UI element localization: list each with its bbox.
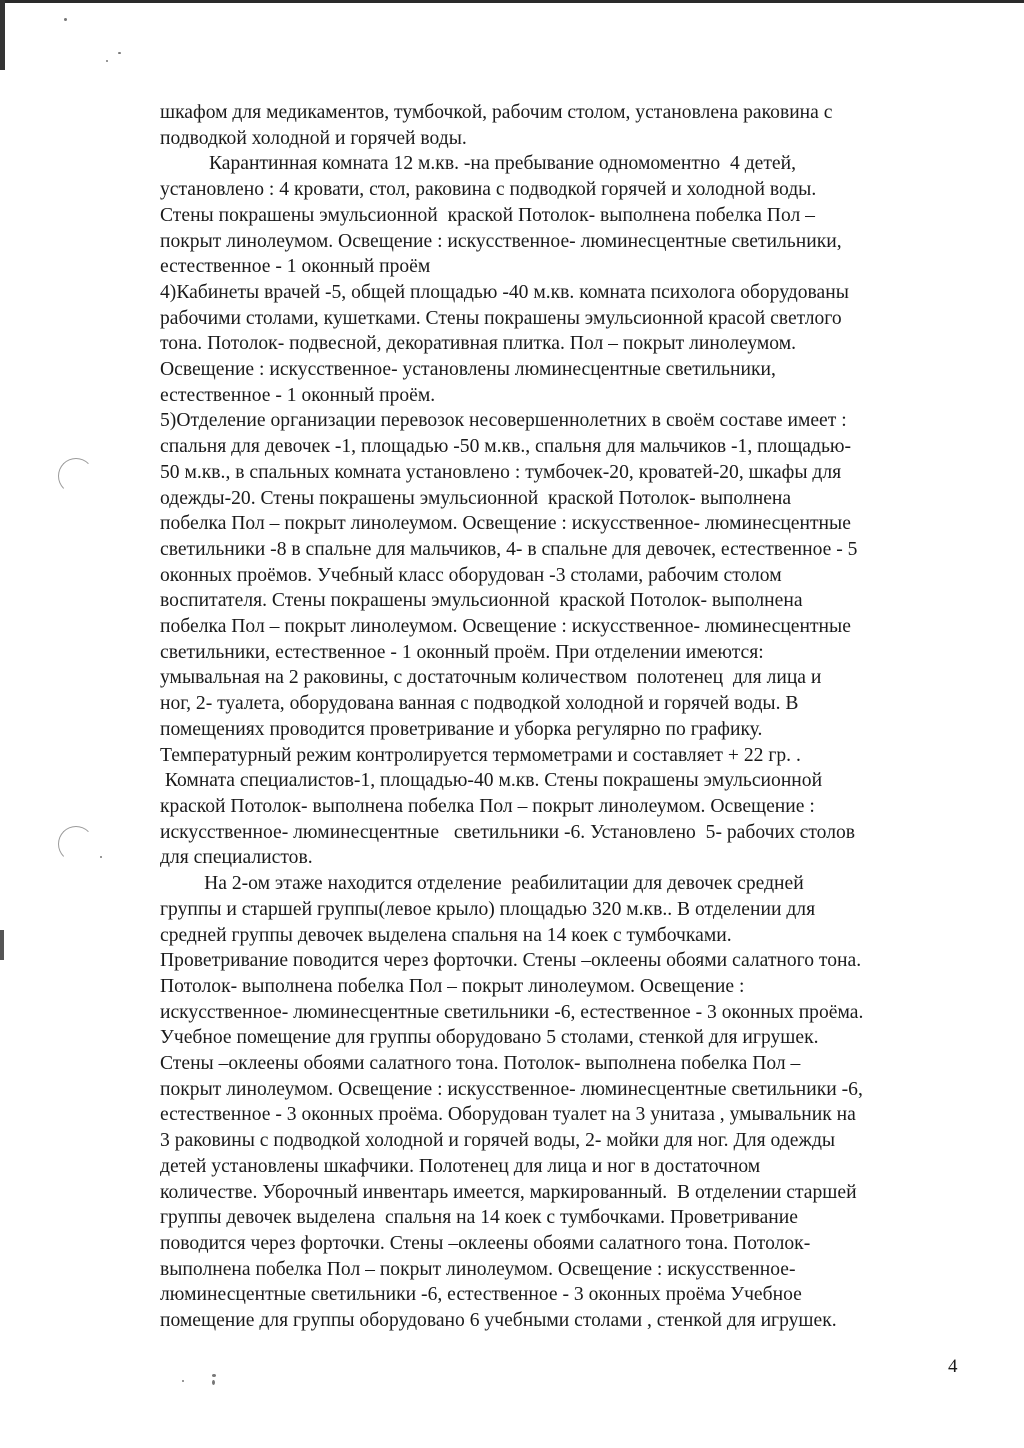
text-line: подводкой холодной и горячей воды. bbox=[160, 127, 467, 149]
scan-border-top bbox=[0, 0, 1024, 3]
text-line: группы девочек выделена спальня на 14 коек с тумбочками. Проветривание bbox=[160, 1207, 798, 1229]
scan-border-left bbox=[0, 0, 5, 70]
text-line: помещение для группы оборудовано 6 учебными столами , стенкой для игрушек. bbox=[160, 1310, 837, 1332]
text-line: краской Потолок- выполнена побелка Пол – покрыт линолеумом. Освещение : bbox=[160, 795, 815, 817]
scan-speck bbox=[212, 1380, 215, 1385]
scan-speck bbox=[64, 18, 67, 21]
text-line: Учебное помещение для группы оборудовано 5 столами, стенкой для игрушек. bbox=[160, 1027, 819, 1049]
document-body bbox=[160, 100, 980, 1334]
text-line: оконных проёмов. Учебный класс оборудован -3 столами, рабочим столом bbox=[160, 564, 782, 586]
text-line: 5)Отделение организации перевозок несовершеннолетних в своём составе имеет : bbox=[160, 410, 847, 432]
text-line: количестве. Уборочный инвентарь имеется, маркированный. В отделении старшей bbox=[160, 1181, 857, 1203]
text-line: светильники -8 в спальне для мальчиков, 4- в спальне для девочек, естественное - 5 bbox=[160, 538, 858, 560]
text-line: детей установлены шкафчики. Полотенец для лица и ног в достаточном bbox=[160, 1155, 761, 1177]
text-line: покрыт линолеумом. Освещение : искусственное- люминесцентные светильники, bbox=[160, 230, 842, 252]
text-line: для специалистов. bbox=[160, 847, 313, 869]
text-line: шкафом для медикаментов, тумбочкой, рабочим столом, установлена раковина с bbox=[160, 102, 833, 123]
text-line: средней группы девочек выделена спальня на 14 коек с тумбочками. bbox=[160, 924, 732, 946]
punch-hole-mark bbox=[58, 458, 94, 494]
text-line: 3 раковины с подводкой холодной и горячей воды, 2- мойки для ног. Для одежды bbox=[160, 1130, 836, 1152]
text-line: Стены покрашены эмульсионной краской Потолок- выполнена побелка Пол – bbox=[160, 204, 815, 226]
text-line: одежды-20. Стены покрашены эмульсионной краской Потолок- выполнена bbox=[160, 487, 792, 509]
text-line: покрыт линолеумом. Освещение : искусственное- люминесцентные светильники -6, bbox=[160, 1078, 863, 1100]
text-line: поводится через форточки. Стены –оклеены обоями салатного тона. Потолок- bbox=[160, 1232, 811, 1254]
text-line: Стены –оклеены обоями салатного тона. Потолок- выполнена побелка Пол – bbox=[160, 1053, 801, 1075]
text-line: Карантинная комната 12 м.кв. -на пребывание одномоментно 4 детей, bbox=[160, 153, 797, 175]
text-line: выполнена побелка Пол – покрыт линолеумом. Освещение : искусственное- bbox=[160, 1258, 796, 1280]
text-line: установлено : 4 кровати, стол, раковина с подводкой горячей и холодной воды. bbox=[160, 179, 817, 201]
scan-speck bbox=[100, 856, 102, 858]
text-line: Проветривание поводится через форточки. Стены –оклеены обоями салатного тона. bbox=[160, 950, 862, 972]
scan-speck bbox=[106, 60, 108, 62]
text-line: 4)Кабинеты врачей -5, общей площадью -40 м.кв. комната психолога оборудованы bbox=[160, 281, 849, 303]
text-line: естественное - 1 оконный проём. bbox=[160, 384, 436, 406]
text-line: рабочими столами, кушетками. Стены покрашены эмульсионной красой светлого bbox=[160, 307, 842, 329]
text-line: искусственное- люминесцентные светильники -6. Установлено 5- рабочих столов bbox=[160, 821, 856, 843]
scan-speck bbox=[212, 1374, 216, 1377]
text-line: группы и старшей группы(левое крыло) площадью 320 м.кв.. В отделении для bbox=[160, 898, 816, 920]
text-line: помещениях проводится проветривание и уборка регулярно по графику. bbox=[160, 718, 763, 740]
text-line: спальня для девочек -1, площадью -50 м.кв., спальня для мальчиков -1, площадью- bbox=[160, 436, 852, 458]
text-line: естественное - 1 оконный проём bbox=[160, 256, 431, 278]
text-line: тона. Потолок- подвесной, декоративная плитка. Пол – покрыт линолеумом. bbox=[160, 333, 797, 355]
text-line: умывальная на 2 раковины, с достаточным количеством полотенец для лица и bbox=[160, 667, 822, 689]
text-line: На 2-ом этаже находится отделение реабилитации для девочек средней bbox=[160, 873, 804, 895]
text-line: воспитателя. Стены покрашены эмульсионной краской Потолок- выполнена bbox=[160, 590, 803, 612]
text-line: естественное - 3 оконных проёма. Оборудован туалет на 3 унитаза , умывальник на bbox=[160, 1104, 856, 1126]
text-line: светильники, естественное - 1 оконный проём. При отделении имеются: bbox=[160, 641, 764, 663]
text-line: Потолок- выполнена побелка Пол – покрыт линолеумом. Освещение : bbox=[160, 975, 745, 997]
text-line: Комната специалистов-1, площадью-40 м.кв. Стены покрашены эмульсионной bbox=[160, 770, 823, 792]
page-number: 4 bbox=[948, 1356, 958, 1377]
scan-speck bbox=[118, 52, 121, 54]
text-line: Освещение : искусственное- установлены люминесцентные светильники, bbox=[160, 359, 776, 381]
punch-hole-mark bbox=[58, 826, 94, 862]
text-line: люминесцентные светильники -6, естественное - 3 оконных проёма Учебное bbox=[160, 1284, 802, 1306]
text-line: ног, 2- туалета, оборудована ванная с подводкой холодной и горячей воды. В bbox=[160, 693, 799, 715]
text-line: 50 м.кв., в спальных комната установлено : тумбочек-20, кроватей-20, шкафы для bbox=[160, 461, 842, 483]
text-line: искусственное- люминесцентные светильники -6, естественное - 3 оконных проёма. bbox=[160, 1001, 864, 1023]
scan-speck bbox=[182, 1380, 184, 1382]
text-line: побелка Пол – покрыт линолеумом. Освещение : искусственное- люминесцентные bbox=[160, 616, 851, 638]
scan-mark-left bbox=[0, 930, 4, 960]
text-line: побелка Пол – покрыт линолеумом. Освещение : искусственное- люминесцентные bbox=[160, 513, 851, 535]
text-line: Температурный режим контролируется термометрами и составляет + 22 гр. . bbox=[160, 744, 801, 766]
